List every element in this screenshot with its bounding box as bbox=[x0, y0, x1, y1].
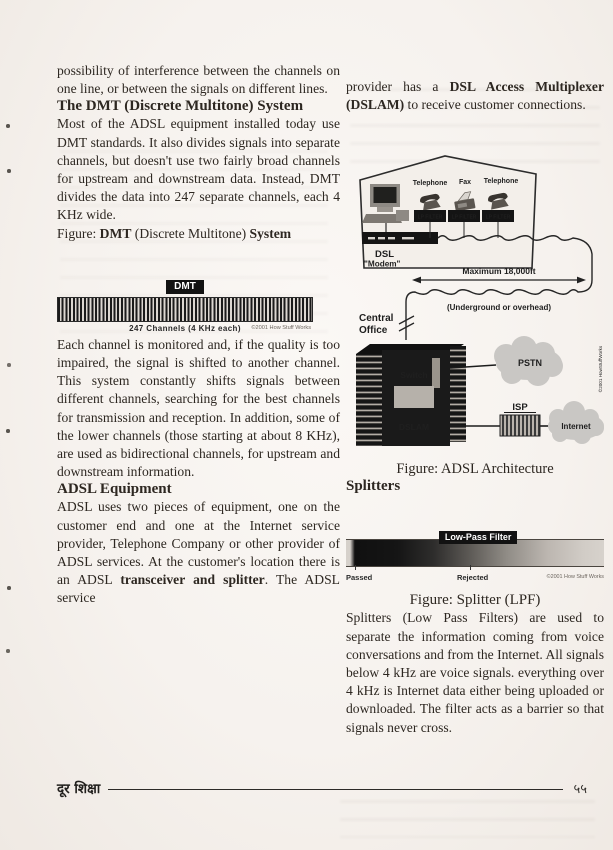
dmt-caption-row bbox=[57, 324, 313, 336]
internet-cloud bbox=[548, 401, 604, 444]
provider-text-post: to receive customer connections. bbox=[404, 97, 586, 113]
pstn-label: PSTN bbox=[517, 358, 543, 369]
paragraph-splitters: Splitters (Low Pass Filters) are used to separate the information coming from voice conversations and from the Internet. All signals below 4 kHz are voice signals. everything over 4 kHz is Internet data either being uploaded or downloaded. The filter acts as a barrier so that signals never cross. bbox=[346, 610, 604, 735]
page-footer bbox=[57, 779, 587, 797]
fax-label: Fax bbox=[458, 179, 472, 187]
central-office-label-line2: Office bbox=[359, 325, 388, 337]
scan-mark bbox=[6, 429, 10, 433]
lp-filter-label: LP FILTER bbox=[451, 214, 477, 221]
right-column bbox=[346, 78, 604, 737]
scan-mark bbox=[7, 586, 11, 590]
splitter-copyright: ©2001 How Stuff Works bbox=[546, 574, 604, 581]
passed-tick bbox=[355, 565, 356, 570]
dmt-copyright: ©2001 How Stuff Works bbox=[251, 324, 311, 331]
bleedthrough-artifact bbox=[340, 800, 595, 838]
dslam-label: DSLAM bbox=[398, 422, 430, 433]
dsl-modem-label-line2: "Modem" bbox=[364, 259, 401, 269]
figure-caption-splitter: Figure: Splitter (LPF) bbox=[409, 592, 541, 609]
scan-mark bbox=[6, 124, 10, 128]
adsl-figure-copyright: ©2001 HowStuffWorks bbox=[598, 346, 603, 393]
switch-label: Switch bbox=[400, 370, 428, 381]
lp-filter-label: LP FILTER bbox=[417, 214, 443, 221]
lp-filter-box bbox=[448, 210, 480, 222]
isp-label: ISP bbox=[512, 402, 528, 414]
provider-text-pre: provider has a bbox=[346, 79, 450, 94]
dmt-channels-caption: 247 Channels (4 KHz each) bbox=[129, 323, 241, 333]
central-office-label-line1: Central bbox=[359, 313, 394, 325]
underground-label: (Underground or overhead) bbox=[446, 303, 552, 313]
lp-filter-box bbox=[414, 210, 446, 222]
equipment-text-pre: ADSL uses two pieces of equipment, one on the customer end and one at the Internet service provider, Telephone Company or other provider of ADSL services. At the customer's location there is an ADSL bbox=[57, 499, 340, 588]
internet-label: Internet bbox=[561, 422, 591, 432]
heading-dmt-system: The DMT (Discrete Multitone) System bbox=[57, 98, 304, 115]
footer-rule bbox=[108, 788, 563, 790]
pstn-cloud bbox=[494, 336, 563, 386]
scan-mark bbox=[6, 649, 10, 653]
heading-splitters: Splitters bbox=[346, 478, 401, 495]
heading-adsl-equipment: ADSL Equipment bbox=[57, 481, 172, 498]
lp-filter-label: LP FILTER bbox=[485, 214, 511, 221]
isp-box bbox=[500, 415, 540, 436]
dsl-modem-label-line1: DSL bbox=[375, 249, 394, 261]
page-number: ५५ bbox=[573, 782, 587, 797]
adsl-architecture-diagram bbox=[346, 154, 608, 454]
dmt-figure bbox=[57, 280, 313, 336]
arrowhead-right bbox=[577, 277, 586, 284]
telephone-label-2: Telephone bbox=[483, 178, 519, 186]
caption-bold-system: System bbox=[249, 225, 292, 241]
rejected-label: Rejected bbox=[456, 573, 489, 583]
paragraph-interference: possibility of interference between the channels on one line, or between the signals on different lines. bbox=[57, 63, 340, 97]
caption-bold-dmt: DMT bbox=[99, 225, 132, 241]
telephone-label-1: Telephone bbox=[412, 180, 448, 188]
passed-label: Passed bbox=[346, 573, 373, 583]
paragraph-adsl-equipment bbox=[57, 498, 340, 607]
low-pass-filter-label: Low-Pass Filter bbox=[439, 531, 518, 544]
scan-mark bbox=[7, 363, 11, 367]
paragraph-dslam bbox=[346, 78, 604, 114]
dmt-figure-title: DMT bbox=[166, 280, 204, 294]
equipment-text-bold: transceiver and splitter bbox=[120, 572, 265, 588]
provider-text-bold: DSL Access Multiplexer (DSLAM) bbox=[346, 79, 604, 113]
figure-caption-dmt bbox=[57, 225, 340, 243]
equipment-text-post: . The ADSL service bbox=[57, 572, 340, 606]
splitter-labels-row bbox=[346, 573, 604, 586]
central-office-rack bbox=[356, 344, 466, 446]
lp-filter-box bbox=[482, 210, 514, 222]
dmt-channels-bar bbox=[57, 297, 313, 322]
dsl-modem-icon bbox=[362, 232, 438, 244]
adsl-architecture-figure bbox=[346, 154, 604, 478]
arrowhead-left bbox=[412, 277, 421, 284]
caption-prefix: Figure: bbox=[57, 225, 100, 241]
paragraph-dmt: Most of the ADSL equipment installed today use DMT standards. It also divides signals into separate channels, but doesn't use two fairly broad channels for upstream and downstream data. Instead, DMT divides the data into 247 separate channels, each 4 KHz wide. bbox=[57, 116, 340, 223]
rejected-tick bbox=[470, 565, 471, 570]
max-distance-label: Maximum 18,000ft bbox=[462, 266, 536, 277]
figure-caption-adsl: Figure: ADSL Architecture bbox=[396, 461, 554, 478]
left-column bbox=[57, 62, 340, 608]
paragraph-channel-monitoring: Each channel is monitored and, if the quality is too impaired, the signal is shifted to another channel. This system constantly shifts signals between different channels, searching for the best channels for transmission and reception. In addition, some of the lower channels (those starting at about 8 KHz), are used as bidirectional channels, for upstream and downstream information. bbox=[57, 336, 340, 480]
caption-mid: (Discrete Multitone) bbox=[131, 225, 250, 241]
scan-mark bbox=[7, 169, 11, 173]
footer-brand: दूर शिक्षा bbox=[57, 781, 101, 797]
splitter-figure bbox=[346, 531, 604, 609]
